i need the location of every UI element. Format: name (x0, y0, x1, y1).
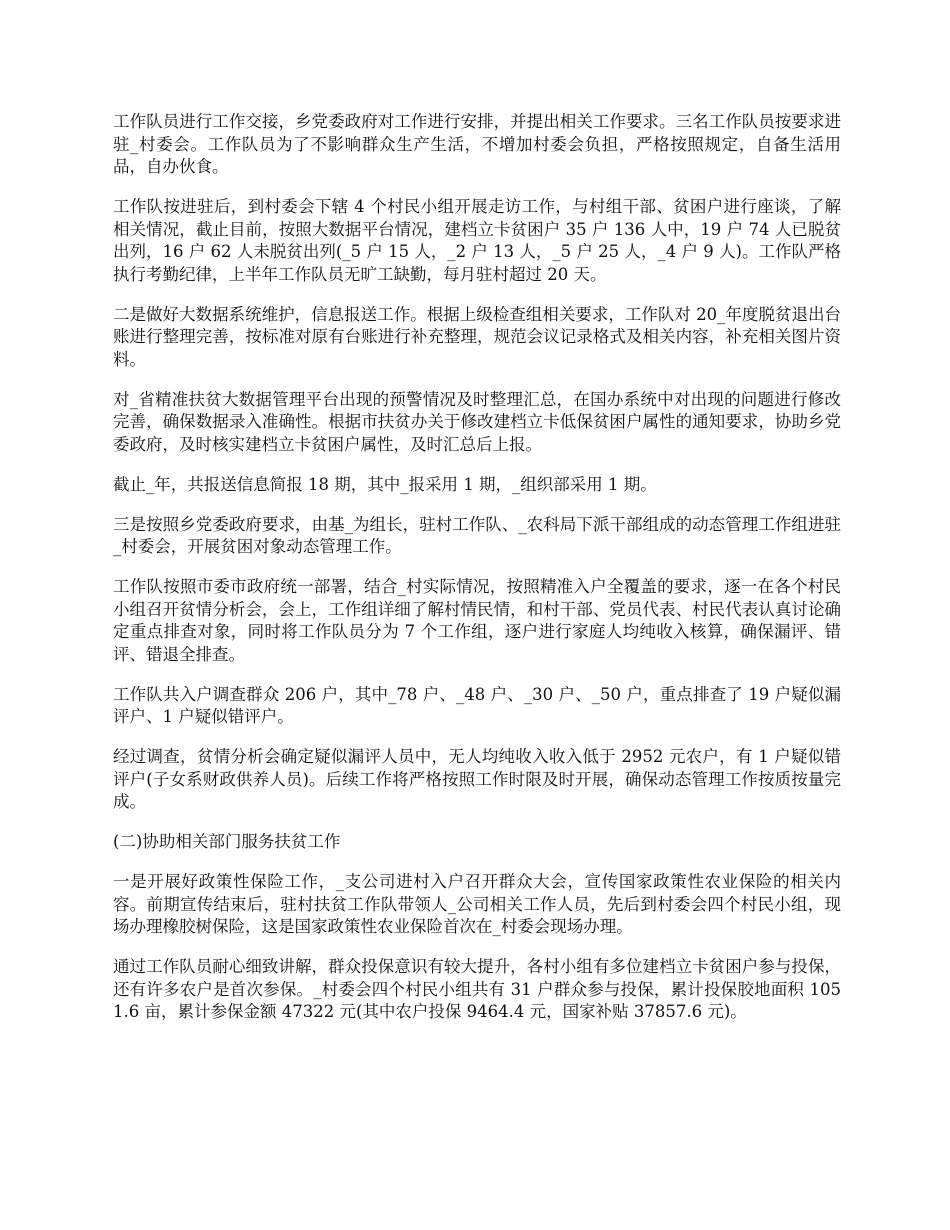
paragraph: 工作队按进驻后，到村委会下辖 4 个村民小组开展走访工作，与村组干部、贫困户进行座谈，了解相关情况，截止目前，按照大数据平台情况，建档立卡贫困户 35 户 136 人中，19 户 74 人已脱贫出列，16 户 62 人未脱贫出列(_5 户 15 人，_2 户 13 人，_5 户 25 人，_4 户 9 人)。工作队严格执行考勤纪律，上半年工作队员无旷工缺勤，每月驻村超过 20 天。 (113, 197, 841, 284)
paragraph: 通过工作队员耐心细致讲解，群众投保意识有较大提升，各村小组有多位建档立卡贫困户参与投保，还有许多农户是首次参保。_村委会四个村民小组共有 31 户群众参与投保，累计投保胶地面积 1051.6 亩，累计参保金额 47322 元(其中农户投保 9464.4 元，国家补贴 37857.6 元)。 (113, 957, 841, 1021)
paragraph: 截止_年，共报送信息简报 18 期，其中_报采用 1 期，_组织部采用 1 期。 (113, 474, 657, 494)
section-heading: (二)协助相关部门服务扶贫工作 (113, 832, 341, 851)
paragraph: 三是按照乡党委政府要求，由基_为组长，驻村工作队、_农科局下派干部组成的动态管理工作组进驻_村委会，开展贫困对象动态管理工作。 (113, 514, 841, 556)
paragraph: 二是做好大数据系统维护，信息报送工作。根据上级检查组相关要求，工作队对 20_年度脱贫退出台账进行整理完善，按标准对原有台账进行补充整理，规范会议记录格式及相关内容，补充相关图片资料。 (113, 304, 841, 369)
paragraph: 工作队员进行工作交接，乡党委政府对工作进行安排，并提出相关工作要求。三名工作队员按要求进驻_村委会。工作队员为了不影响群众生产生活，不增加村委会负担，严格按照规定，自备生活用品，自办伙食。 (113, 112, 841, 176)
document-body (113, 111, 841, 1041)
paragraph: 经过调查，贫情分析会确定疑似漏评人员中，无人均纯收入收入低于 2952 元农户，有 1 户疑似错评户(子女系财政供养人员)。后续工作将严格按照工作时限及时开展，确保动态管理工作按质按量完成。 (113, 747, 841, 811)
paragraph: 对_省精准扶贫大数据管理平台出现的预警情况及时整理汇总，在国办系统中对出现的问题进行修改完善，确保数据录入准确性。根据市扶贫办关于修改建档立卡低保贫困户属性的通知要求，协助乡党委政府，及时核实建档立卡贫困户属性，及时汇总后上报。 (113, 389, 841, 454)
paragraph: 一是开展好政策性保险工作，_支公司进村入户召开群众大会，宣传国家政策性农业保险的相关内容。前期宣传结束后，驻村扶贫工作队带领人_公司相关工作人员，先后到村委会四个村民小组，现场办理橡胶树保险，这是国家政策性农业保险首次在_村委会现场办理。 (113, 872, 841, 936)
paragraph: 工作队共入户调查群众 206 户，其中_78 户、_48 户、_30 户、_50 户，重点排查了 19 户疑似漏评户、1 户疑似错评户。 (113, 684, 841, 726)
paragraph: 工作队按照市委市政府统一部署，结合_村实际情况，按照精准入户全覆盖的要求，逐一在各个村民小组召开贫情分析会，会上，工作组详细了解村情民情，和村干部、党员代表、村民代表认真讨论确定重点排查对象，同时将工作队员分为 7 个工作组，逐户进行家庭人均纯收入核算，确保漏评、错评、错退全排查。 (113, 577, 841, 664)
